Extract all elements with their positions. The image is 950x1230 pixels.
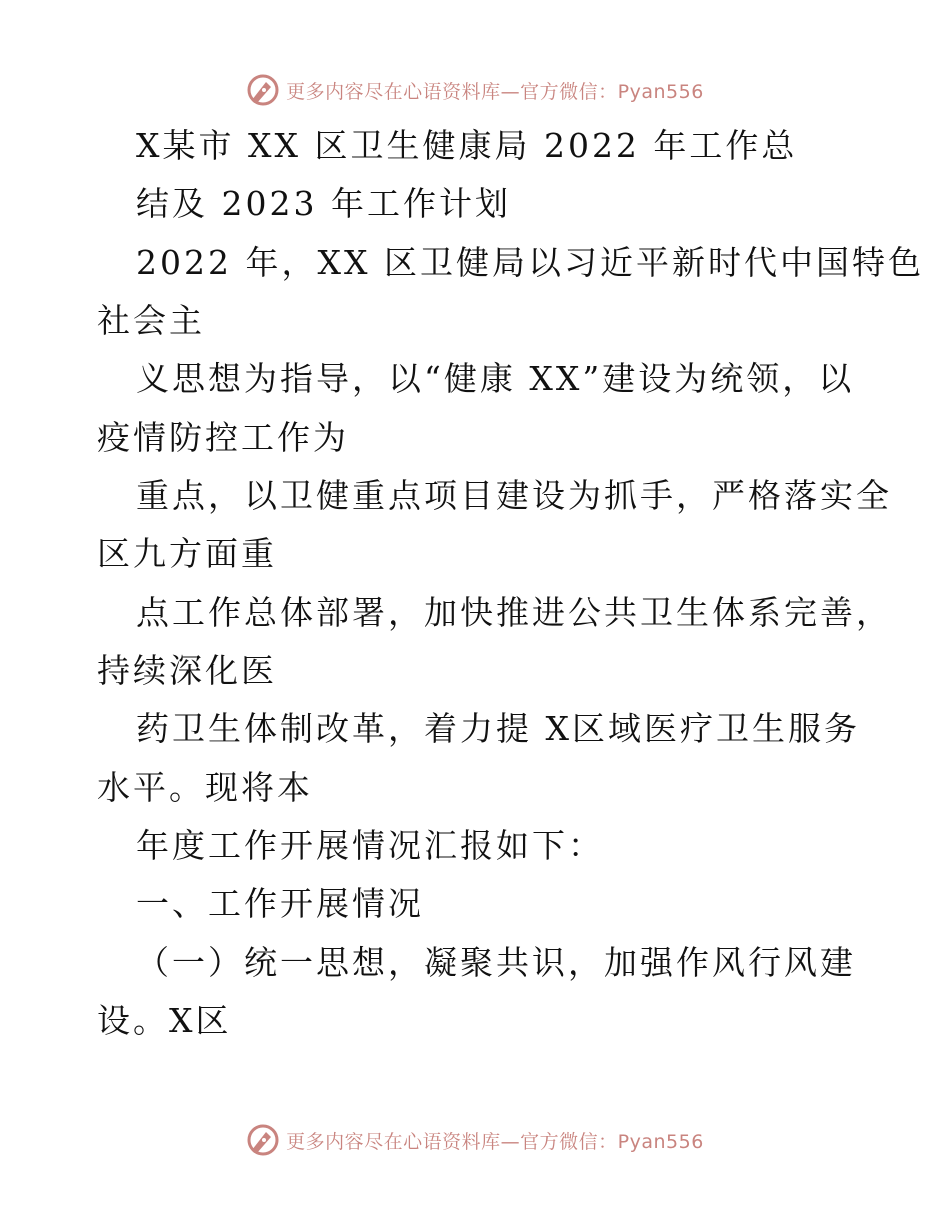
subsection-heading: （一）统一思想，凝聚共识，加强作风行风建 <box>136 943 856 982</box>
paragraph-line: 疫情防控工作为 <box>97 418 349 457</box>
paragraph-line: 区九方面重 <box>97 534 277 573</box>
paragraph-line: 持续深化医 <box>97 651 277 690</box>
paragraph-line: 社会主 <box>97 301 205 340</box>
pen-nib-circle-icon <box>246 73 280 107</box>
paragraph-line: 水平。现将本 <box>97 768 313 807</box>
pen-nib-circle-icon <box>246 1123 280 1157</box>
header-watermark <box>0 70 950 110</box>
section-heading: 一、工作开展情况 <box>136 884 424 923</box>
watermark-text: 更多内容尽在心语资料库—官方微信：Pyan556 <box>286 80 704 103</box>
paragraph-line: 点工作总体部署，加快推进公共卫生体系完善， <box>136 593 892 632</box>
doc-title-line-1: X某市 XX 区卫生健康局 2022 年工作总 <box>136 126 798 165</box>
paragraph-line: 重点，以卫健重点项目建设为抓手，严格落实全 <box>136 476 892 515</box>
paragraph-line: 年度工作开展情况汇报如下： <box>136 826 604 865</box>
paragraph-line: 药卫生体制改革，着力提 X区域医疗卫生服务 <box>136 709 860 748</box>
doc-title-line-2: 结及 2023 年工作计划 <box>136 184 511 223</box>
watermark-text: 更多内容尽在心语资料库—官方微信：Pyan556 <box>286 1130 704 1153</box>
paragraph-line: 义思想为指导，以“健康 XX”建设为统领，以 <box>136 359 855 398</box>
paragraph-line: 2022 年，XX 区卫健局以习近平新时代中国特色 <box>136 243 924 282</box>
paragraph-line: 设。X区 <box>97 1001 232 1040</box>
footer-watermark <box>0 1120 950 1160</box>
